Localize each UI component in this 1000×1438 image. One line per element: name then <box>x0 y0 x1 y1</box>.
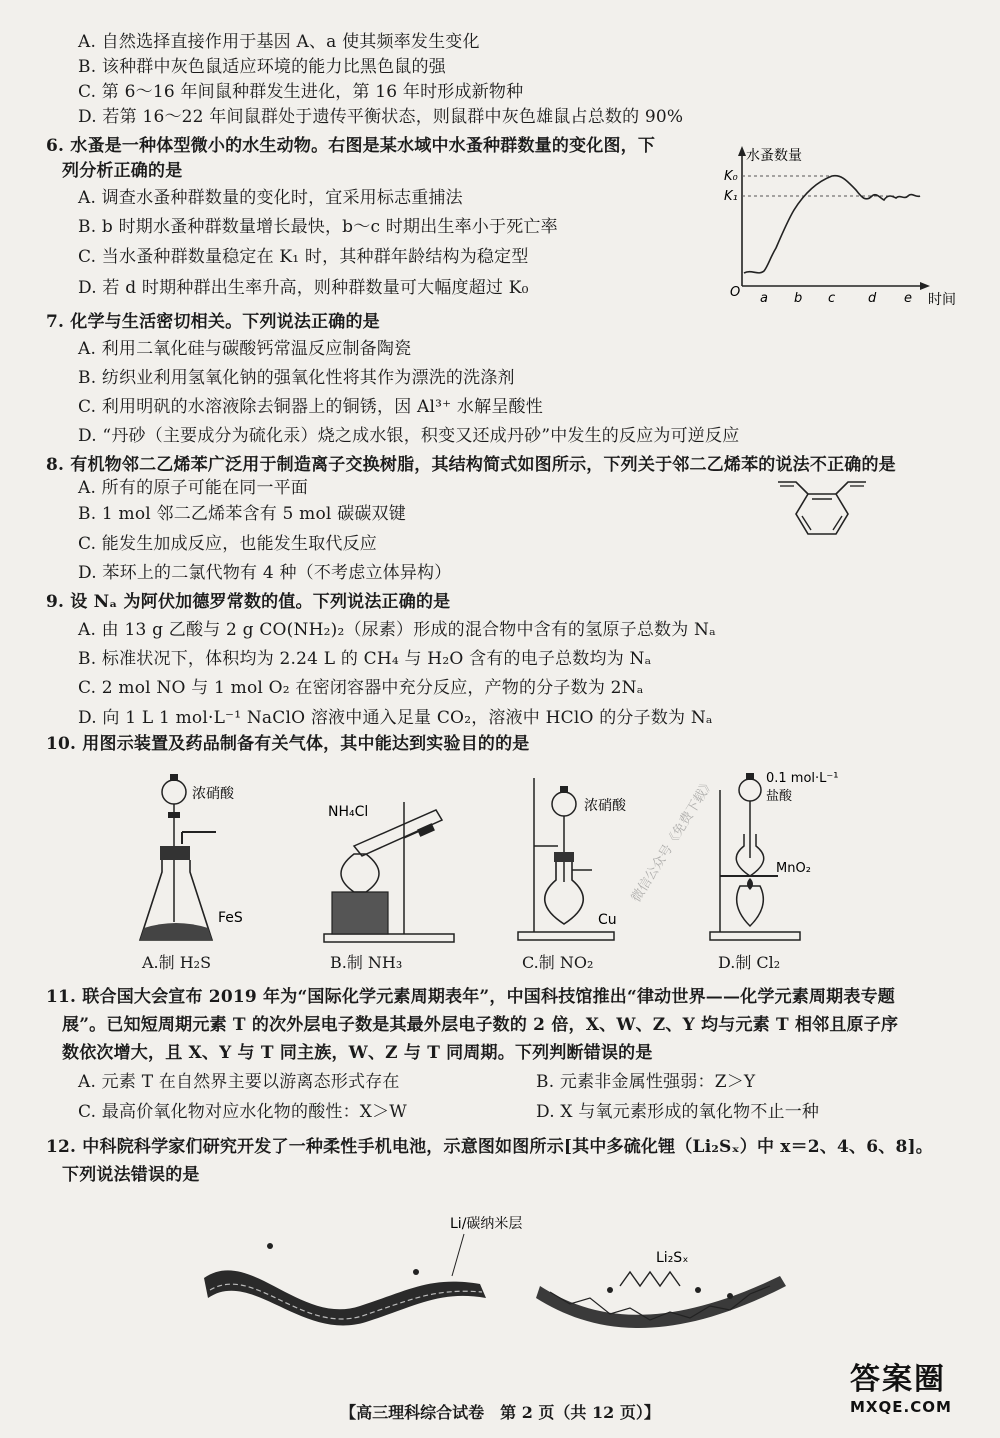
watermark-text: 微信公众号《免费下载》 <box>628 775 718 906</box>
reagent-label-b: NH₄Cl <box>328 804 369 820</box>
vinyl-group-right <box>836 482 866 494</box>
solid-fes <box>140 923 212 940</box>
solid-label-a: FeS <box>218 910 243 926</box>
q11-option-c: C. 最高价氧化物对应水化物的酸性：X＞W <box>78 1102 407 1122</box>
tick-label-e: e <box>904 291 912 306</box>
iron-stand-base-c <box>518 932 614 940</box>
q8-option-d: D. 苯环上的二氯代物有 4 种（不考虑立体异构） <box>78 563 452 583</box>
funnel-valve-a <box>168 812 180 818</box>
apparatus-c-caption: C.制 NO₂ <box>522 953 594 972</box>
ring-double-bond-2 <box>833 516 842 530</box>
ring-double-bond-3 <box>802 516 811 530</box>
q5-option-c: C. 第 6～16 年间鼠种群发生进化，第 16 年时形成新物种 <box>78 82 524 102</box>
label-pointer <box>452 1234 464 1276</box>
q7-option-a: A. 利用二氧化硅与碳酸钙常温反应制备陶瓷 <box>78 339 412 359</box>
page-footer: 【高三理科综合试卷 第 2 页（共 12 页）】 <box>340 1403 660 1422</box>
funnel-bulb-a <box>162 780 186 804</box>
logo-sub-text: MXQE.COM <box>850 1398 952 1416</box>
stopper-c <box>554 852 574 862</box>
apparatus-a <box>130 772 250 952</box>
q9-option-c: C. 2 mol NO 与 1 mol O₂ 在密闭容器中充分反应，产物的分子数为 2Nₐ <box>78 678 644 698</box>
q5-option-b: B. 该种群中灰色鼠适应环境的能力比黑色鼠的强 <box>78 57 446 77</box>
q6-option-c: C. 当水蚤种群数量稳定在 K₁ 时，其种群年龄结构为稳定型 <box>78 247 529 267</box>
wood-block-b <box>332 892 388 934</box>
q7-option-b: B. 纺织业利用氢氧化钠的强氧化性将其作为漂洗的洗涤剂 <box>78 368 515 388</box>
reagent-label-d1: 0.1 mol·L⁻¹ <box>766 771 839 786</box>
q5-option-d: D. 若第 16～22 年间鼠群处于遗传平衡状态，则鼠群中灰色雄鼠占总数的 90% <box>78 107 684 127</box>
apparatus-d-caption: D.制 Cl₂ <box>718 953 781 972</box>
solid-label-c: Cu <box>598 912 617 928</box>
q11-option-b: B. 元素非金属性强弱：Z＞Y <box>536 1072 756 1092</box>
apparatus-c <box>512 772 642 952</box>
flexible-battery-diagram <box>190 1206 810 1376</box>
q6-option-b: B. b 时期水蚤种群数量增长最快，b～c 时期出生率小于死亡率 <box>78 217 558 237</box>
vinyl-group-left <box>778 482 808 494</box>
q11-option-a: A. 元素 T 在自然界主要以游离态形式存在 <box>78 1072 400 1092</box>
q5-option-a: A. 自然选择直接作用于基因 A、a 使其频率发生变化 <box>78 32 480 52</box>
benzene-ring <box>796 494 848 534</box>
q8-option-a: A. 所有的原子可能在同一平面 <box>78 478 309 498</box>
apparatus-b-caption: B.制 NH₃ <box>330 953 403 972</box>
q10-stem: 10. 用图示装置及药品制备有关气体，其中能达到实验目的的是 <box>46 734 530 754</box>
q6-option-d: D. 若 d 时期种群出生率升高，则种群数量可大幅度超过 K₀ <box>78 278 529 298</box>
y-axis-arrow <box>738 146 746 156</box>
stopper-a <box>160 846 190 860</box>
tick-label-d: d <box>868 291 877 306</box>
iron-stand-base-d <box>710 932 800 940</box>
q9-option-d: D. 向 1 L 1 mol·L⁻¹ NaClO 溶液中通入足量 CO₂，溶液中 HClO 的分子数为 Nₐ <box>78 708 713 728</box>
funnel-stopper-c <box>560 786 568 793</box>
solid-label-d: MnO₂ <box>776 861 811 876</box>
flame-d <box>747 878 753 890</box>
q7-stem: 7. 化学与生活密切相关。下列说法正确的是 <box>46 312 380 332</box>
round-flask-b <box>341 854 379 892</box>
divinylbenzene-structure <box>770 478 880 550</box>
q6-option-a: A. 调查水蚤种群数量的变化时，宜采用标志重捕法 <box>78 188 463 208</box>
reagent-label-c: 浓硝酸 <box>584 798 626 814</box>
q9-option-b: B. 标准状况下，体积均为 2.24 L 的 CH₄ 与 H₂O 含有的电子总数均为 Nₐ <box>78 649 652 669</box>
y-axis-label: 水蚤数量 <box>746 148 802 164</box>
particle <box>695 1287 701 1293</box>
k1-label: K₁ <box>724 189 738 204</box>
funnel-bulb-c <box>552 792 576 816</box>
reagent-label-a: 浓硝酸 <box>192 786 234 802</box>
polysulfide-chain <box>620 1272 680 1286</box>
tick-label-b: b <box>794 291 803 306</box>
q11-stem-line2: 展”。已知短周期元素 T 的次外层电子数是其最外层电子数的 2 倍，X、W、Z、Y 均与元素 T 相邻且原子序 <box>62 1015 899 1035</box>
q8-option-b: B. 1 mol 邻二乙烯苯含有 5 mol 碳碳双键 <box>78 504 406 524</box>
funnel-stopper-d <box>746 773 754 780</box>
q8-option-c: C. 能发生加成反应，也能发生取代反应 <box>78 534 378 554</box>
q11-stem-line1: 11. 联合国大会宣布 2019 年为“国际化学元素周期表年”，中国科技馆推出“律动世界——化学元素周期表专题 <box>46 987 895 1007</box>
polysulfide-label: Li₂Sₓ <box>656 1250 689 1266</box>
x-axis-arrow <box>920 282 930 290</box>
tick-label-a: a <box>760 291 768 306</box>
q7-option-d: D. “丹砂（主要成分为硫化汞）烧之成水银，积变又还成丹砂”中发生的反应为可逆反应 <box>78 426 740 446</box>
apparatus-d <box>704 760 854 950</box>
q6-stem-line1: 6. 水蚤是一种体型微小的水生动物。右图是某水域中水蚤种群数量的变化图，下 <box>46 136 656 156</box>
funnel-bulb-d <box>739 779 761 801</box>
daphnia-population-chart <box>724 138 964 316</box>
reagent-label-d2: 盐酸 <box>766 789 793 804</box>
logo-main-text: 答案圈 <box>850 1362 946 1397</box>
particle <box>267 1243 273 1249</box>
burner-d <box>737 886 764 926</box>
lithium-carbon-layer-label: Li/碳纳米层 <box>450 1216 523 1232</box>
particle <box>727 1293 733 1299</box>
tick-label-c: c <box>828 291 836 306</box>
origin-label: O <box>730 285 741 300</box>
q8-stem: 8. 有机物邻二乙烯苯广泛用于制造离子交换树脂，其结构简式如图所示，下列关于邻二乙烯苯的说法不正确的是 <box>46 455 896 475</box>
particle <box>607 1287 613 1293</box>
q11-stem-line3: 数依次增大，且 X、Y 与 T 同主族，W、Z 与 T 同周期。下列判断错误的是 <box>62 1043 653 1063</box>
clamp-b <box>417 823 435 837</box>
apparatus-b <box>318 796 468 946</box>
q6-stem-line2: 列分析正确的是 <box>62 161 183 181</box>
q12-stem-line1: 12. 中科院科学家们研究开发了一种柔性手机电池，示意图如图所示[其中多硫化锂（Li₂Sₓ）中 x＝2、4、6、8]。 <box>46 1137 933 1157</box>
k0-label: K₀ <box>724 169 738 184</box>
apparatus-a-caption: A.制 H₂S <box>142 953 212 972</box>
q7-option-c: C. 利用明矾的水溶液除去铜器上的铜锈，因 Al³⁺ 水解呈酸性 <box>78 397 543 417</box>
site-logo <box>850 1354 968 1416</box>
q12-stem-line2: 下列说法错误的是 <box>62 1165 200 1185</box>
q9-option-a: A. 由 13 g 乙酸与 2 g CO(NH₂)₂（尿素）形成的混合物中含有的氢原子总数为 Nₐ <box>78 620 716 640</box>
iron-stand-base-b <box>324 934 454 942</box>
particle <box>413 1269 419 1275</box>
population-curve <box>744 176 920 273</box>
x-axis-label: 时间 <box>928 292 956 308</box>
funnel-stopper-a <box>170 774 178 781</box>
q11-option-d: D. X 与氧元素形成的氧化物不止一种 <box>536 1102 820 1122</box>
q9-stem: 9. 设 Nₐ 为阿伏加德罗常数的值。下列说法正确的是 <box>46 592 451 612</box>
battery-left-band <box>204 1270 486 1325</box>
